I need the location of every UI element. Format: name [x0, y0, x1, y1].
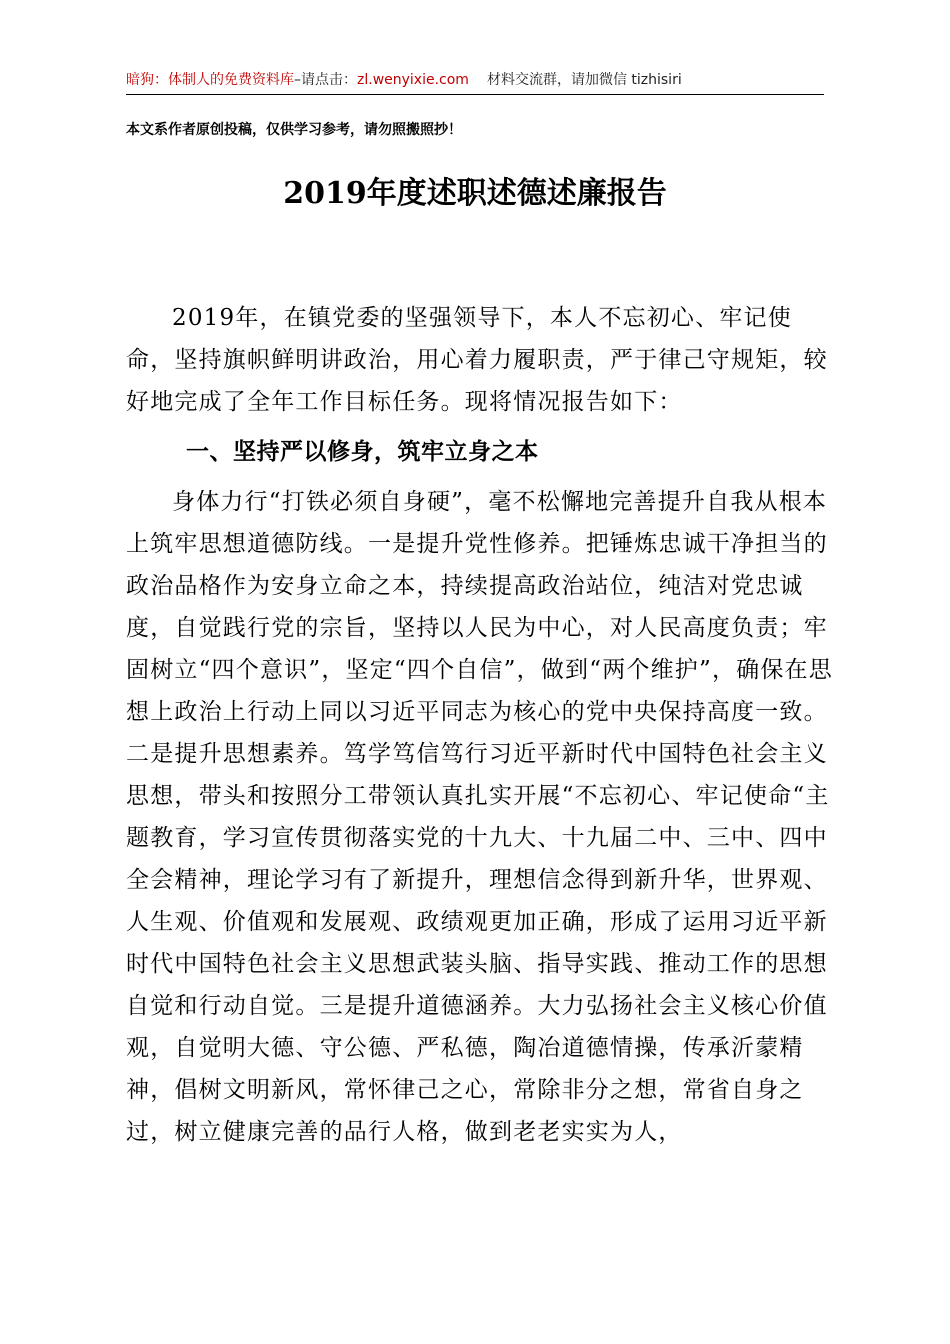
header-contact: 材料交流群，请加微信 tizhisiri	[486, 72, 682, 88]
page-header	[126, 70, 826, 94]
document-title: 2019年度述职述德述廉报告	[283, 176, 667, 211]
copyright-notice: 本文系作者原创投稿，仅供学习参考，请勿照搬照抄！	[126, 122, 462, 138]
section-1-heading: 一、坚持严以修身，筑牢立身之本	[186, 439, 539, 465]
header-brand: 暗狗：体制人的免费资料库	[126, 72, 294, 88]
section-1-paragraph: 身体力行“打铁必须自身硬”，毫不松懈地完善提升自我从根本上筑牢思想道德防线。一是提升党性修养。把锤炼忠诚干净担当的政治品格作为安身立命之本，持续提高政治站位，纯洁对党忠诚度，自觉践行党的宗旨，坚持以人民为中心，对人民高度负责；牢固树立“四个意识”，坚定“四个自信”，做到“两个维护”，确保在思想上政治上行动上同以习近平同志为核心的党中央保持高度一致。二是提升思想素养。笃学笃信笃行习近平新时代中国特色社会主义思想，带头和按照分工带领认真扎实开展“不忘初心、牢记使命“主题教育，学习宣传贯彻落实党的十九大、十九届二中、三中、四中全会精神，理论学习有了新提升，理想信念得到新升华，世界观、人生观、价值观和发展观、政绩观更加正确，形成了运用习近平新时代中国特色社会主义思想武装头脑、指导实践、推动工作的思想自觉和行动自觉。三是提升道德涵养。大力弘扬社会主义核心价值观，自觉明大德、守公德、严私德，陶冶道德情操，传承沂蒙精神，倡树文明新风，常怀律己之心，常除非分之想，常省自身之过，树立健康完善的品行人格，做到老老实实为人，	[126, 489, 833, 1145]
header-prompt: –请点击：	[294, 72, 357, 88]
intro-paragraph: 2019年，在镇党委的坚强领导下，本人不忘初心、牢记使命，坚持旗帜鲜明讲政治，用心着力履职责，严于律己守规矩，较好地完成了全年工作目标任务。现将情况报告如下：	[126, 305, 828, 415]
header-divider	[126, 94, 824, 95]
header-site-link[interactable]: zl.wenyixie.com	[357, 72, 469, 88]
document-body	[126, 297, 838, 1153]
